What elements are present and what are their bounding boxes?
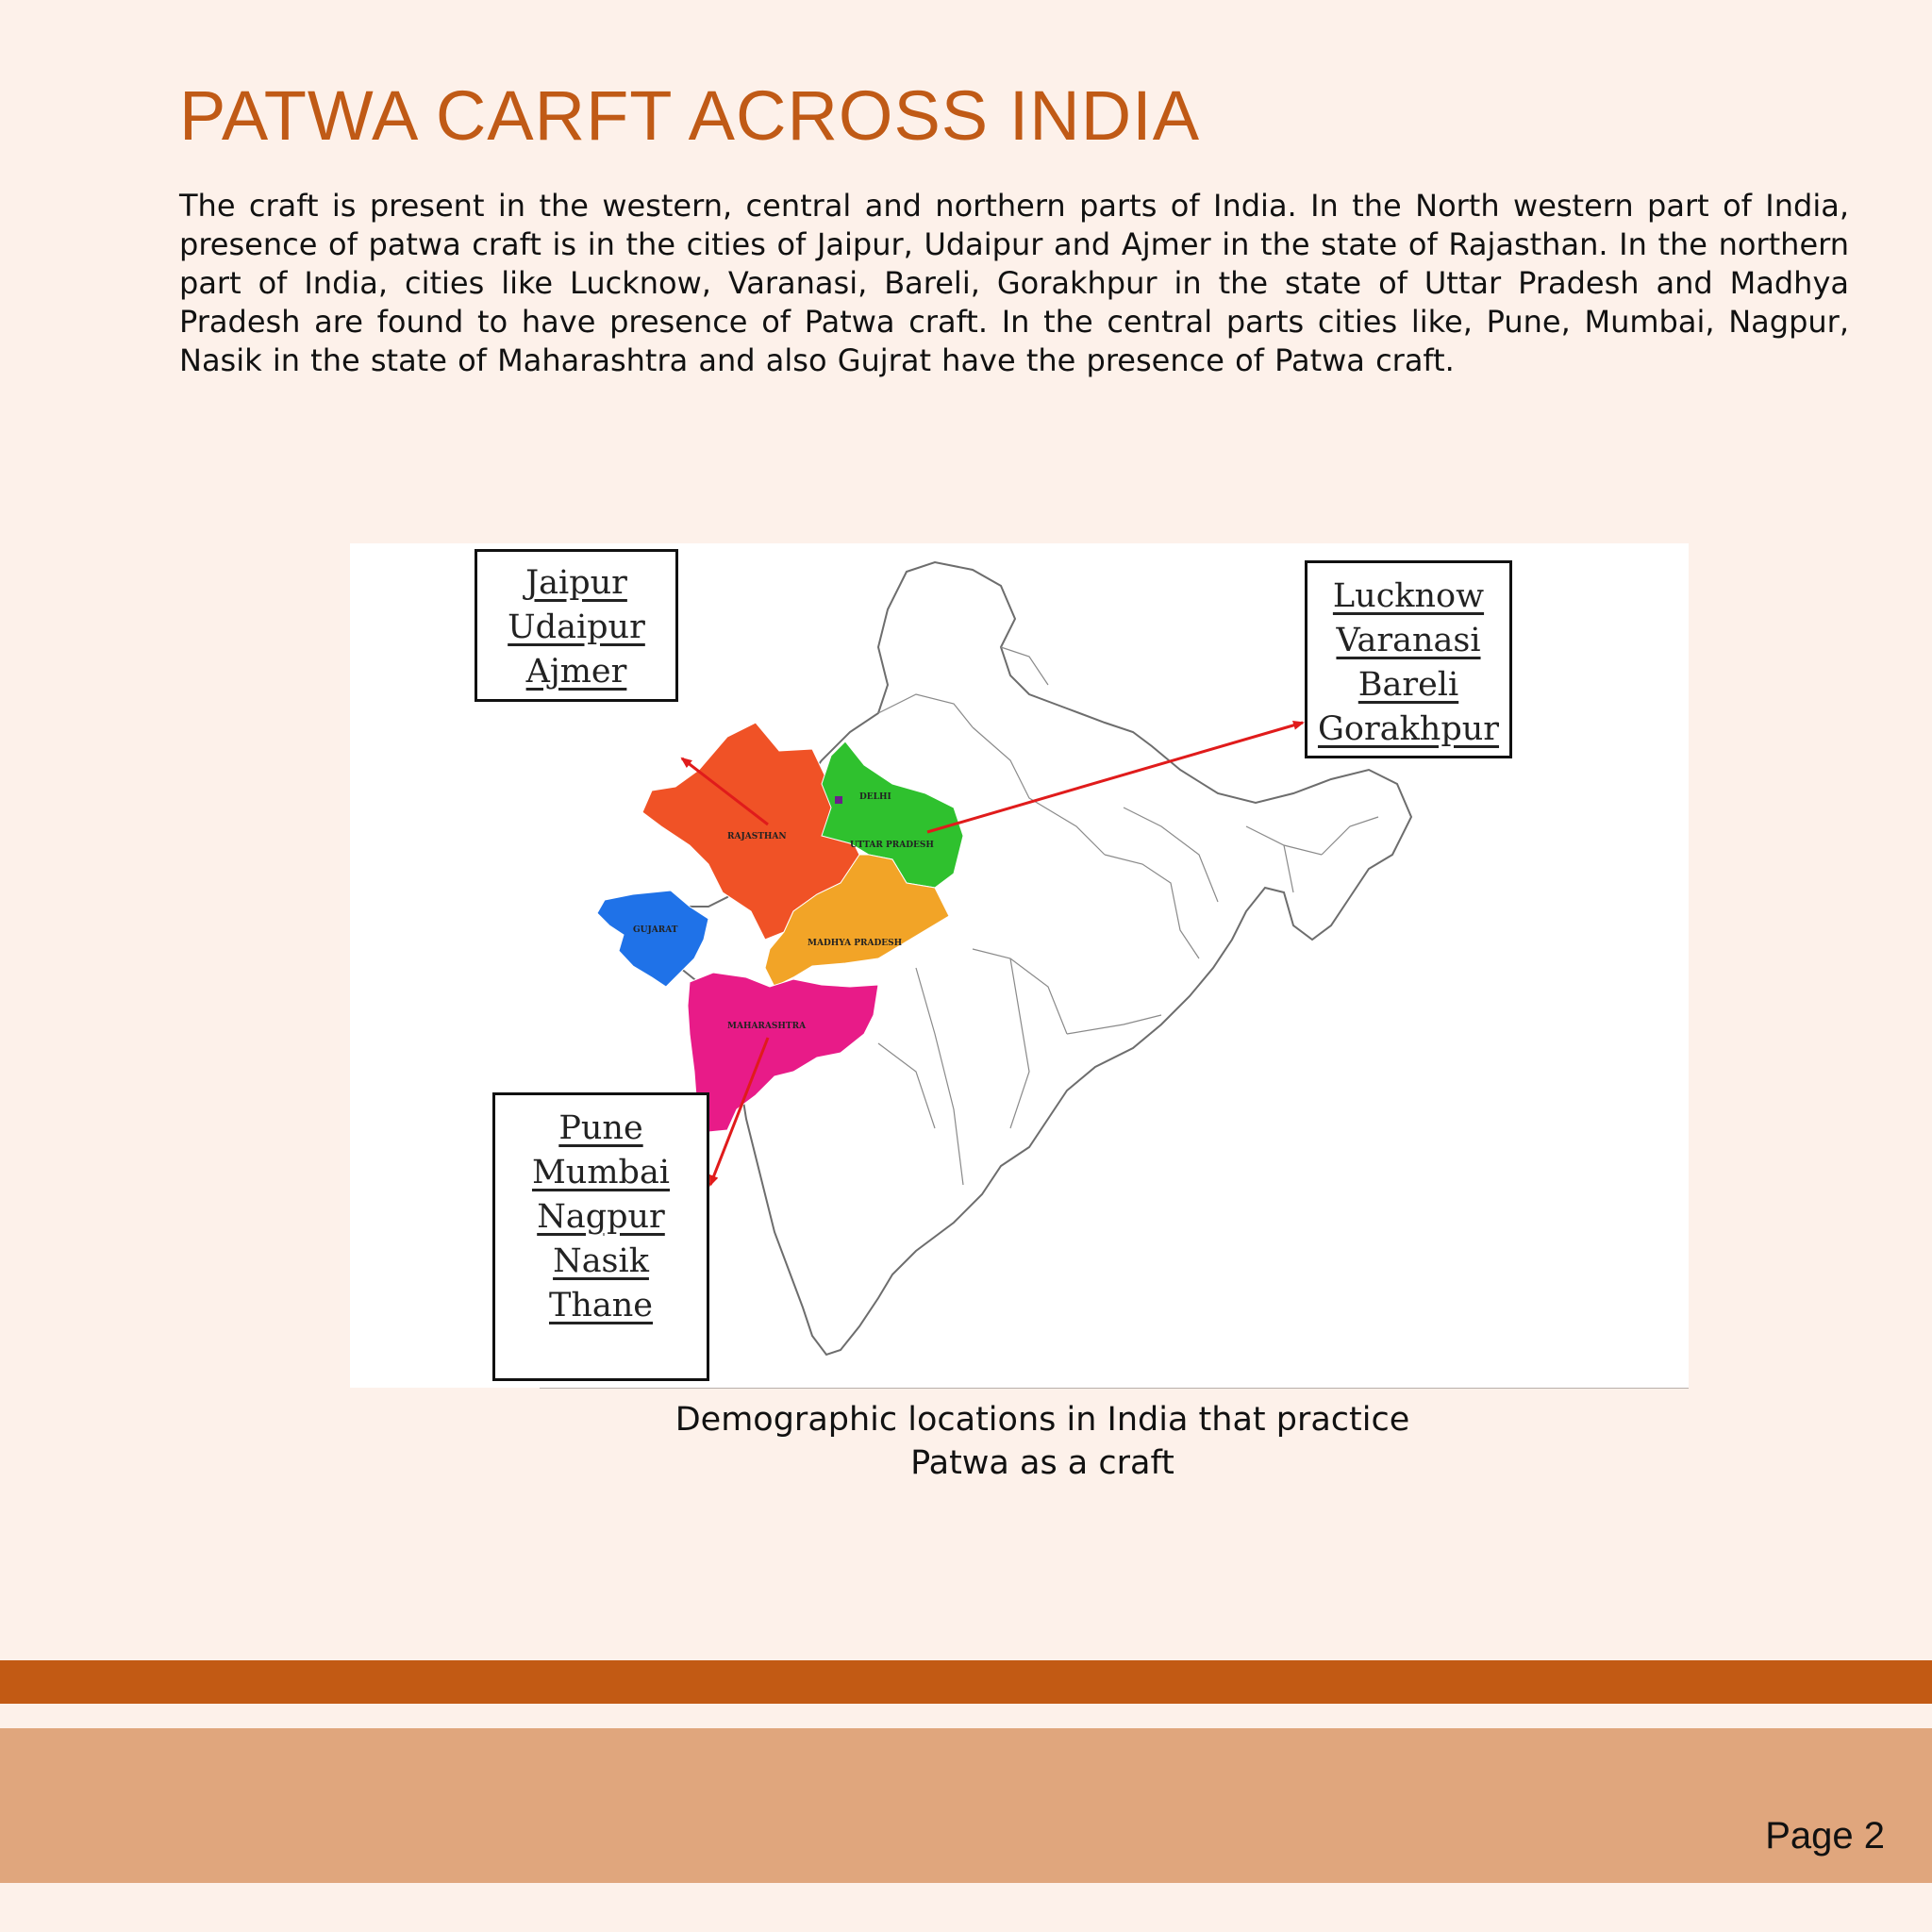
delhi-label: DELHI [859, 792, 891, 802]
maharashtra-cities-box [492, 1092, 709, 1381]
delhi-region [835, 796, 842, 804]
city-udaipur: Udaipur [508, 608, 645, 646]
rajasthan-cities-box [475, 549, 678, 702]
madhya-pradesh-label: MADHYA PRADESH [808, 939, 903, 948]
city-nasik: Nasik [553, 1242, 649, 1280]
caption-line-2: Patwa as a craft [910, 1444, 1174, 1482]
map-caption [585, 1398, 1500, 1485]
page-number: Page 2 [1765, 1815, 1885, 1857]
footer-stripe [0, 1660, 1932, 1704]
city-pune: Pune [558, 1109, 643, 1147]
uttar-pradesh-label: UTTAR PRADESH [850, 841, 934, 850]
city-nagpur: Nagpur [537, 1198, 665, 1236]
city-varanasi: Varanasi [1336, 622, 1481, 659]
city-gorakhpur: Gorakhpur [1317, 710, 1500, 748]
city-ajmer: Ajmer [525, 653, 627, 691]
caption-line-1: Demographic locations in India that practice [675, 1401, 1410, 1439]
gujarat-label: GUJARAT [633, 925, 678, 935]
city-lucknow: Lucknow [1332, 577, 1485, 615]
city-jaipur: Jaipur [525, 564, 627, 602]
maharashtra-label: MAHARASHTRA [727, 1022, 807, 1031]
footer-band [0, 1728, 1932, 1883]
rajasthan-label: RAJASTHAN [727, 832, 787, 841]
map-bottom-rule [540, 1388, 1689, 1389]
city-thane: Thane [548, 1287, 653, 1324]
page-title: PATWA CARFT ACROSS INDIA [179, 76, 1201, 155]
city-bareli: Bareli [1357, 666, 1459, 704]
city-mumbai: Mumbai [531, 1154, 671, 1191]
uttar-pradesh-cities-box [1305, 560, 1512, 758]
intro-paragraph: The craft is present in the western, central and northern parts of India. In the North western part of India, presence of patwa craft is in the cities of Jaipur, Udaipur and Ajmer in the state of Rajasthan. In the northern part of India, cities like Lucknow, Varanasi, Bareli, Gorakhpur in the state of Uttar Pradesh and Madhya Pradesh are found to have presence of Patwa craft. In the central parts cities like, Pune, Mumbai, Nagpur, Nasik in the state of Maharashtra and also Gujrat have the presence of Patwa craft. [179, 188, 1849, 378]
